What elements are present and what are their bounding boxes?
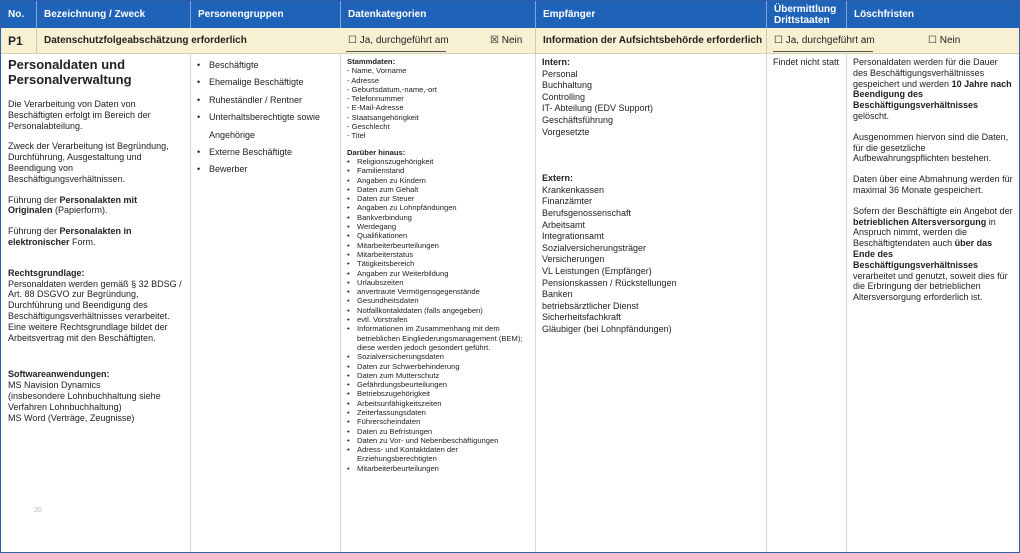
- category-item: • Führerscheindaten: [347, 417, 531, 426]
- extern-recipient: Gläubiger (bei Lohnpfändungen): [542, 323, 672, 334]
- dsfa-ja-checkbox[interactable]: ☐ Ja, durchgeführt am: [348, 35, 449, 46]
- category-item: • anvertraute Vermögensgegenstände: [347, 287, 531, 296]
- electronic-files-text: Führung der Personalakten in elektronischer Form.: [8, 226, 132, 247]
- category-item: • Adress- und Kontaktdaten der Erziehungsberechtigten: [347, 445, 531, 464]
- stammdaten-item: - Titel: [347, 131, 366, 141]
- aufsicht-nein-checkbox[interactable]: ☐ Nein: [928, 35, 961, 46]
- date-underline: [773, 51, 873, 52]
- category-item: • Werdegang: [347, 222, 531, 231]
- list-item: • Ehemalige Beschäftigte: [197, 74, 336, 91]
- stammdaten-item: - E-Mail-Adresse: [347, 103, 404, 113]
- extern-list: [542, 185, 762, 336]
- stammdaten-heading: Stammdaten:: [347, 57, 396, 66]
- pension-retention-text: Sofern der Beschäftigte ein Angebot der betrieblichen Altersversorgung in Anspruch nimmt, werden die Beschäftigtendaten auch über das Ende des Beschäftigungsverhältnisses verarbeitet und genutzt, soweit dies für die Erbringung der betrieblichen Altersversorgung erforderlich ist.: [853, 205, 1013, 303]
- category-item: • Daten zur Steuer: [347, 194, 531, 203]
- extern-recipient: Finanzämter: [542, 196, 593, 207]
- transfer-status: Findet nicht statt: [773, 57, 840, 67]
- category-item: • evtl. Vorstrafen: [347, 315, 531, 324]
- header-uebermittlung: Übermittlung Drittstaaten: [767, 1, 847, 28]
- category-item: • Daten zu Befristungen: [347, 427, 531, 436]
- header-no: No.: [1, 1, 37, 28]
- header-personengruppen: Personengruppen: [191, 1, 341, 28]
- aufsicht-ja-checkbox[interactable]: ☐ Ja, durchgeführt am: [774, 35, 875, 46]
- column-empfaenger: [536, 54, 767, 552]
- extern-recipient: Versicherungen: [542, 254, 605, 265]
- intern-list: [542, 69, 762, 139]
- stammdaten-item: - Name, Vorname: [347, 66, 407, 76]
- intern-recipient: Geschäftsführung: [542, 114, 614, 125]
- dsfa-nein-checkbox[interactable]: ☒ Nein: [483, 28, 536, 53]
- category-item: • Daten zum Mutterschutz: [347, 371, 531, 380]
- category-item: • Angaben zu Lohnpfändungen: [347, 203, 531, 212]
- extern-recipient: Banken: [542, 289, 573, 300]
- category-item: • Bankverbindung: [347, 213, 531, 222]
- extern-heading: Extern:: [542, 173, 574, 184]
- stammdaten-item: - Adresse: [347, 75, 380, 85]
- row-number: P1: [1, 28, 37, 53]
- category-item: • Mitarbeiterbeurteilungen: [347, 464, 531, 473]
- category-item: • Daten zu Vor- und Nebenbeschäftigungen: [347, 436, 531, 445]
- intern-recipient: IT- Abteilung (EDV Support): [542, 103, 654, 114]
- category-item: • Familienstand: [347, 166, 531, 175]
- extern-recipient: Sozialversicherungsträger: [542, 242, 647, 253]
- extern-recipient: Berufsgenossenschaft: [542, 207, 632, 218]
- category-item: • Daten zur Schwerbehinderung: [347, 362, 531, 371]
- category-item: • Mitarbeiterbeurteilungen: [347, 241, 531, 250]
- table-header: [1, 1, 1019, 28]
- page-number: 20: [34, 507, 42, 515]
- list-item: • Bewerber: [197, 161, 336, 178]
- extern-recipient: Pensionskassen / Rückstellungen: [542, 277, 677, 288]
- category-item: • Tätigkeitsbereich: [347, 259, 531, 268]
- warning-retention-text: Daten über eine Abmahnung werden für maximal 36 Monate gespeichert.: [853, 174, 1013, 195]
- extern-recipient: VL Leistungen (Empfänger): [542, 265, 652, 276]
- aufsicht-label: Information der Aufsichtsbehörde erforderlich: [536, 28, 767, 53]
- list-item: • Beschäftigte: [197, 57, 336, 74]
- list-item: • Unterhaltsberechtigte sowie Angehörige: [197, 109, 336, 144]
- retention-text: Personaldaten werden für die Dauer des Beschäftigungsverhältnisses gespeichert und werden 10 Jahre nach Beendigung des Beschäftigungsverhältnisses gelöscht.: [853, 57, 1012, 121]
- category-item: • Informationen im Zusammenhang mit dem betrieblichen Eingliederungsmanagement (BEM); diese werden jedoch gesondert geführt.: [347, 324, 531, 352]
- intern-recipient: Personal: [542, 68, 578, 79]
- category-item: • Religionszugehörigkeit: [347, 157, 531, 166]
- extern-recipient: Sicherheitsfachkraft: [542, 312, 622, 323]
- darueber-heading: Darüber hinaus:: [347, 147, 406, 157]
- header-loeschfristen: Löschfristen: [854, 9, 915, 20]
- intern-recipient: Controlling: [542, 91, 586, 102]
- header-empfaenger: Empfänger: [536, 1, 767, 28]
- column-bezeichnung: [1, 54, 191, 552]
- column-uebermittlung: [767, 54, 847, 552]
- category-item: • Qualifikationen: [347, 231, 531, 240]
- legal-basis-heading: Rechtsgrundlage:: [8, 267, 85, 278]
- extern-recipient: Krankenkassen: [542, 184, 605, 195]
- category-item: • Gefährdungsbeurteilungen: [347, 380, 531, 389]
- list-item: • Externe Beschäftigte: [197, 144, 336, 161]
- column-personengruppen: [191, 54, 341, 552]
- category-item: • Mitarbeiterstatus: [347, 250, 531, 259]
- software-item: (insbesondere Lohnbuchhaltung siehe Verfahren Lohnbuchhaltung): [8, 390, 161, 412]
- column-datenkategorien: [341, 54, 536, 552]
- category-item: • Notfallkontaktdaten (falls angegeben): [347, 306, 531, 315]
- paper-files-text: Führung der Personalakten mit Originalen (Papierform).: [8, 194, 138, 216]
- category-item: • Angaben zur Weiterbildung: [347, 269, 531, 278]
- dsfa-label: Datenschutzfolgeabschätzung erforderlich: [44, 35, 247, 46]
- stammdaten-item: - Telefonnummer: [347, 94, 404, 104]
- category-item: • Zeiterfassungsdaten: [347, 408, 531, 417]
- intern-heading: Intern:: [542, 57, 570, 67]
- category-item: • Arbeitsunfähigkeitszeiten: [347, 399, 531, 408]
- category-item: • Sozialversicherungsdaten: [347, 352, 531, 361]
- category-item: • Angaben zu Kindern: [347, 176, 531, 185]
- intern-recipient: Buchhaltung: [542, 80, 593, 91]
- software-item: MS Word (Verträge, Zeugnisse): [8, 412, 135, 423]
- stammdaten-item: - Geschlecht: [347, 122, 390, 132]
- header-bezeichnung: Bezeichnung / Zweck: [37, 1, 191, 28]
- extern-recipient: Integrationsamt: [542, 231, 605, 242]
- stammdaten-item: - Staatsangehörigkeit: [347, 112, 419, 122]
- retention-exception-text: Ausgenommen hiervon sind die Daten, für die gesetzliche Aufbewahrungspflichten bestehen.: [853, 131, 1009, 164]
- intern-recipient: Vorgesetzte: [542, 126, 590, 137]
- category-item: • Urlaubszeiten: [347, 278, 531, 287]
- column-loeschfristen: [847, 54, 1019, 552]
- category-item: • Gesundheitsdaten: [347, 296, 531, 305]
- category-list: [347, 157, 531, 473]
- stammdaten-item: - Geburtsdatum,-name,-ort: [347, 84, 437, 94]
- stammdaten-list: [347, 66, 531, 140]
- software-heading: Softwareanwendungen:: [8, 369, 110, 380]
- category-item: • Betriebszugehörigkeit: [347, 389, 531, 398]
- header-datenkategorien: Datenkategorien: [341, 1, 536, 28]
- processing-title: Personaldaten und Personalverwaltung: [8, 57, 132, 87]
- software-item: MS Navision Dynamics: [8, 380, 101, 391]
- description-text: Die Verarbeitung von Daten von Beschäftigten erfolgt im Bereich der Personalabteilung.: [8, 99, 151, 131]
- category-item: • Daten zum Gehalt: [347, 185, 531, 194]
- date-underline: [346, 51, 446, 52]
- list-item: • Ruheständler / Rentner: [197, 92, 336, 109]
- purpose-text: Zweck der Verarbeitung ist Begründung, Durchführung, Ausgestaltung und Beendigung von Beschäftigungsverhältnissen.: [8, 141, 169, 184]
- extern-recipient: Arbeitsamt: [542, 219, 586, 230]
- legal-basis-text: Personaldaten werden gemäß § 32 BDSG / Art. 88 DSGVO zur Begründung, Durchführung und Beendigung des Beschäftigungsverhältnisses verarbeitet. Eine weitere Rechtsgrundlage bildet der Arbeitsvertrag mit den Beschäftigten.: [8, 278, 182, 343]
- extern-recipient: betriebsärztlicher Dienst: [542, 300, 639, 311]
